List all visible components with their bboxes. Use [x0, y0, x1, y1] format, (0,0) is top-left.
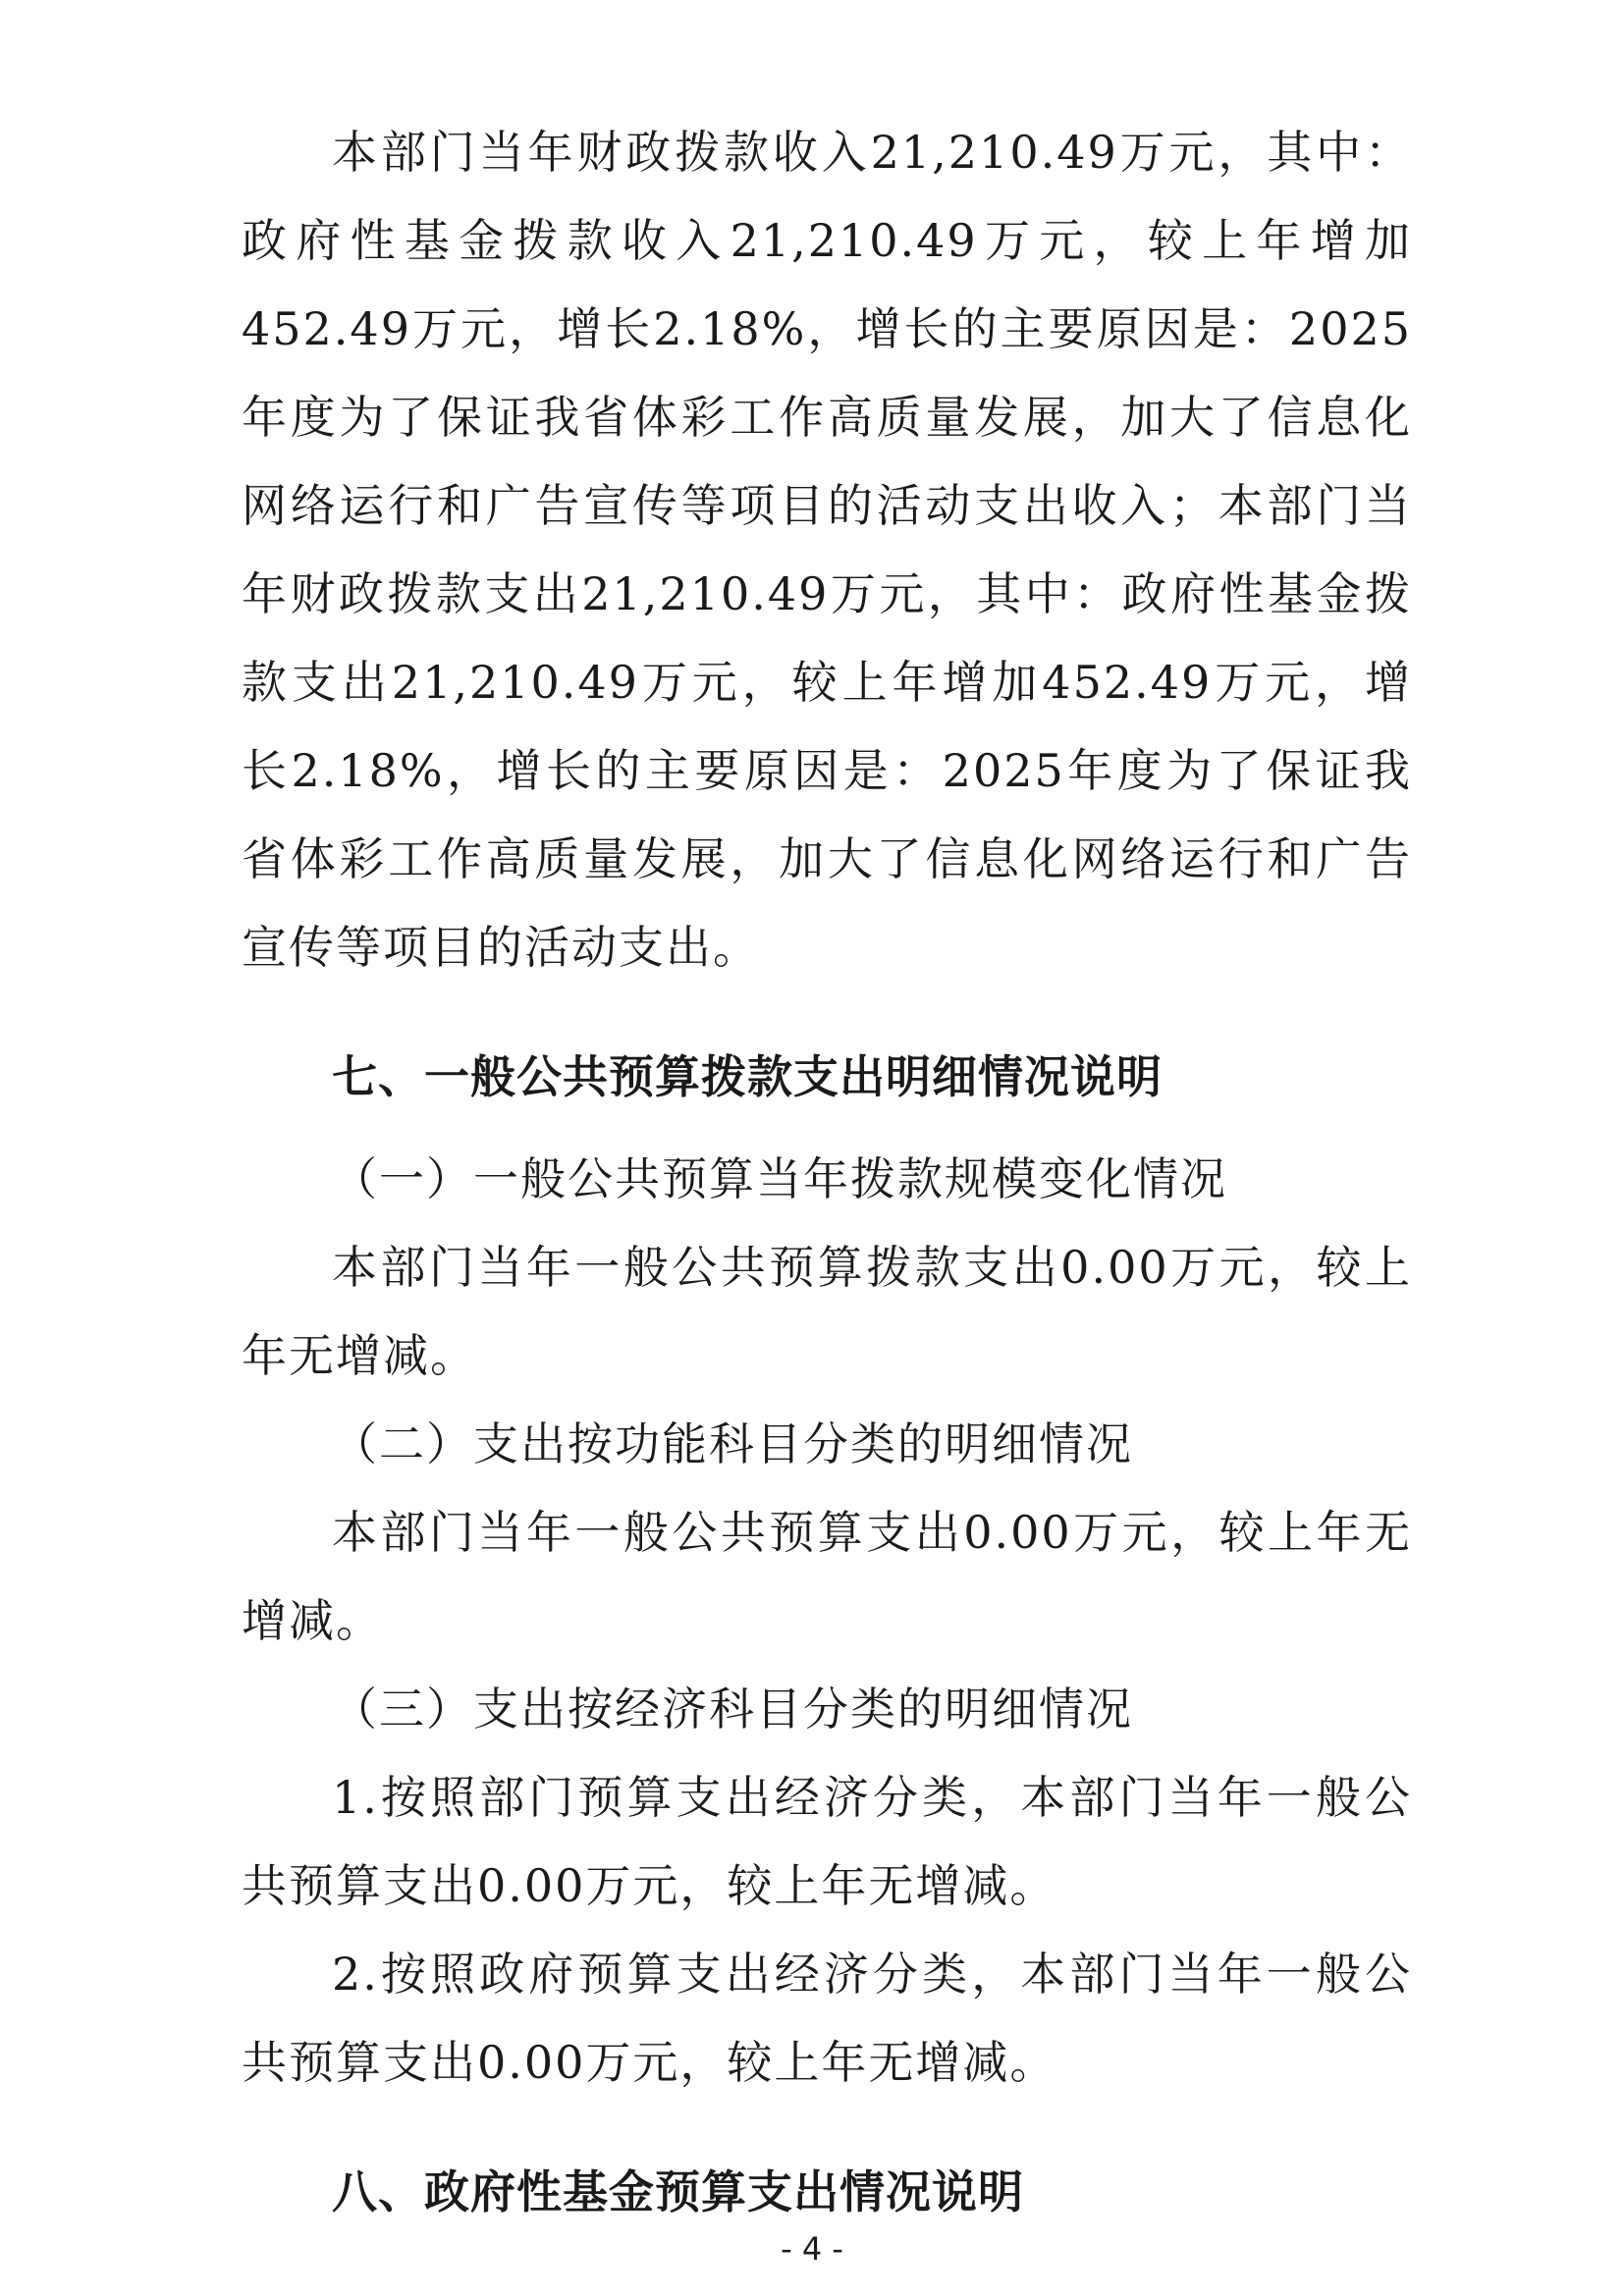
paragraph-government-economic-classification: 2.按照政府预算支出经济分类，本部门当年一般公共预算支出0.00万元，较上年无增减。 — [242, 1948, 1412, 2089]
paragraph-general-budget-scale: 本部门当年一般公共预算拨款支出0.00万元，较上年无增减。 — [242, 1241, 1412, 1382]
paragraph-department-economic-classification: 1.按照部门预算支出经济分类，本部门当年一般公共预算支出0.00万元，较上年无增减。 — [242, 1771, 1412, 1912]
paragraph-functional-classification: 本部门当年一般公共预算支出0.00万元，较上年无增减。 — [242, 1506, 1412, 1647]
document-body — [242, 108, 1412, 2236]
page-number: - 4 - — [781, 2230, 843, 2268]
subheading-1: （一）一般公共预算当年拨款规模变化情况 — [332, 1152, 1227, 1205]
section-heading-8: 八、政府性基金预算支出情况说明 — [332, 2165, 1024, 2218]
paragraph-appropriation-summary: 本部门当年财政拨款收入21,210.49万元，其中：政府性基金拨款收入21,210.49万元，较上年增加452.49万元，增长2.18%，增长的主要原因是：2025年度为了保证我省体彩工作高质量发展，加大了信息化网络运行和广告宣传等项目的活动支出收入；本部门当年财政拨款支出21,210.49万元，其中：政府性基金拨款支出21,210.49万元，较上年增加452.49万元，增长2.18%，增长的主要原因是：2025年度为了保证我省体彩工作高质量发展，加大了信息化网络运行和广告宣传等项目的活动支出。 — [242, 126, 1412, 974]
subheading-2: （二）支出按功能科目分类的明细情况 — [332, 1417, 1133, 1470]
section-heading-7: 七、一般公共预算拨款支出明细情况说明 — [332, 1050, 1163, 1103]
subheading-3: （三）支出按经济科目分类的明细情况 — [332, 1682, 1133, 1735]
